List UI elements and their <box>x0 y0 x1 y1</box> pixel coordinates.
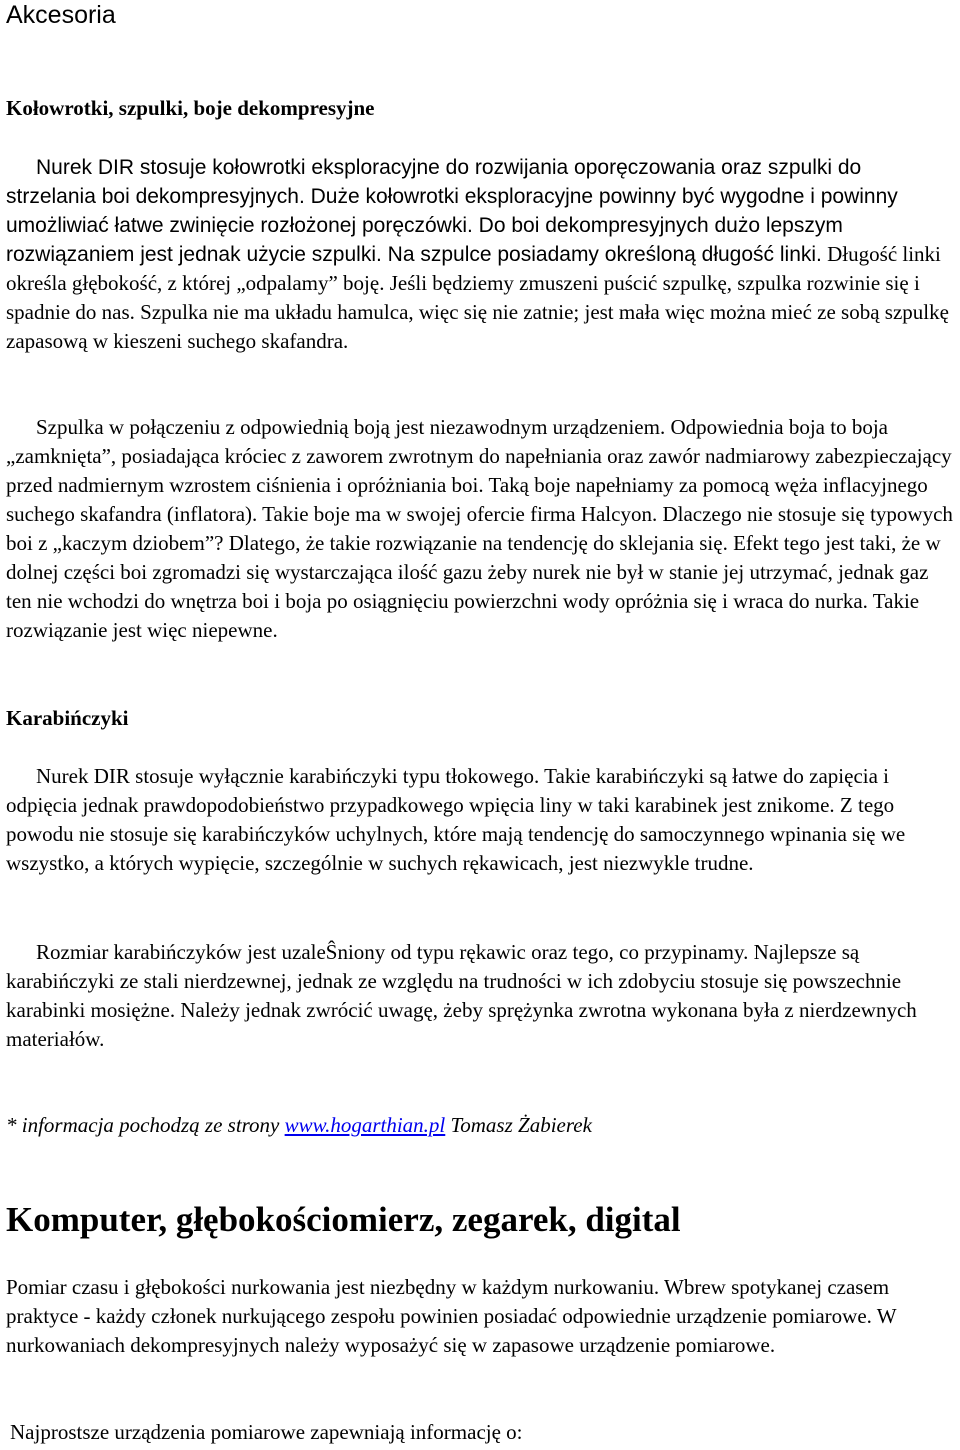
footnote-prefix: * informacja pochodzą ze strony <box>6 1113 285 1137</box>
section-heading-computer: Komputer, głębokościomierz, zegarek, digital <box>6 1200 681 1239</box>
paragraph-reels-1-sans: Nurek DIR stosuje kołowrotki eksploracyjne do rozwijania oporęczowania oraz szpulki do strzelania boi dekompresyjnych. Duże kołowrotki eksploracyjne powinny być wygodne i powinny umożliwiać łatwe zwinięcie rozłożonej poręczówki. Do boi dekompresyjnych dużo lepszym rozwiązaniem jest jednak użycie szpulki. Na szpulce posiadamy określoną długość linki. <box>6 156 898 266</box>
section-heading-reels: Kołowrotki, szpulki, boje dekompresyjne <box>6 96 375 120</box>
paragraph-carabiners-2: Rozmiar karabińczyków jest uzaleŜniony od typu rękawic oraz tego, co przypinamy. Najlepsze są karabińczyki ze stali nierdzewnej, jednak ze względu na trudności w ich zdobyciu stosuje się powszechnie karabinki mosiężne. Należy jednak zwrócić uwagę, żeby sprężynka zwrotna wykonana była z nierdzewnych materiałów. <box>6 940 917 1051</box>
section-heading-carabiners: Karabińczyki <box>6 706 129 730</box>
paragraph-computer-2: Najprostsze urządzenia pomiarowe zapewniają informację o: <box>10 1420 523 1444</box>
paragraph-reels-1-serif: Długość linki określa głębokość, z której „odpalamy” boję. Jeśli będziemy zmuszeni puścić szpulkę, szpulka rozwinie się i spadnie do nas. Szpulka nie ma układu hamulca, więc się nie zatnie; jest mała więc można mieć ze sobą szpulkę zapasową w kieszeni suchego skafandra. <box>6 242 949 353</box>
paragraph-reels-2: Szpulka w połączeniu z odpowiednią boją jest niezawodnym urządzeniem. Odpowiednia boja to boja „zamknięta”, posiadająca króciec z zaworem zwrotnym do napełniania oraz zawór nadmiarowy zabezpieczający przed nadmiernym wzrostem ciśnienia i opróżniania boi. Taką boje napełniamy za pomocą węża inflacyjnego suchego skafandra (inflatora). Takie boje ma w swojej ofercie firma Halcyon. Dlaczego nie stosuje się typowych boi z „kaczym dziobem”? Dlatego, że takie rozwiązanie na tendencję do sklejania się. Efekt tego jest taki, że w dolnej części boi zgromadzi się wystarczająca ilość gazu żeby nurek nie był w stanie jej utrzymać, jednak gaz ten nie wchodzi do wnętrza boi i boja po osiągnięciu powierzchni wody opróżnia się i wraca do nurka. Takie rozwiązanie jest więc niepewne. <box>6 415 953 642</box>
source-footnote <box>6 1111 954 1140</box>
page-title: Akcesoria <box>6 1 116 29</box>
paragraph-carabiners-1: Nurek DIR stosuje wyłącznie karabińczyki typu tłokowego. Takie karabińczyki są łatwe do zapięcia i odpięcia jednak prawdopodobieństwo przypadkowego wpięcia liny w taki karabinek jest znikome. Z tego powodu nie stosuje się karabińczyków uchylnych, które mają tendencję do samoczynnego wpinania się we wszystko, a których wypięcie, szczególnie w suchych rękawicach, jest niezwykle trudne. <box>6 764 906 875</box>
paragraph-reels-1 <box>6 153 954 356</box>
source-link[interactable]: www.hogarthian.pl <box>284 1113 446 1137</box>
footnote-suffix: Tomasz Żabierek <box>445 1113 592 1137</box>
paragraph-computer-1: Pomiar czasu i głębokości nurkowania jest niezbędny w każdym nurkowaniu. Wbrew spotykanej czasem praktyce - każdy członek nurkującego zespołu powinien posiadać odpowiednie urządzenie pomiarowe. W nurkowaniach dekompresyjnych należy wyposażyć się w zapasowe urządzenie pomiarowe. <box>6 1275 897 1357</box>
